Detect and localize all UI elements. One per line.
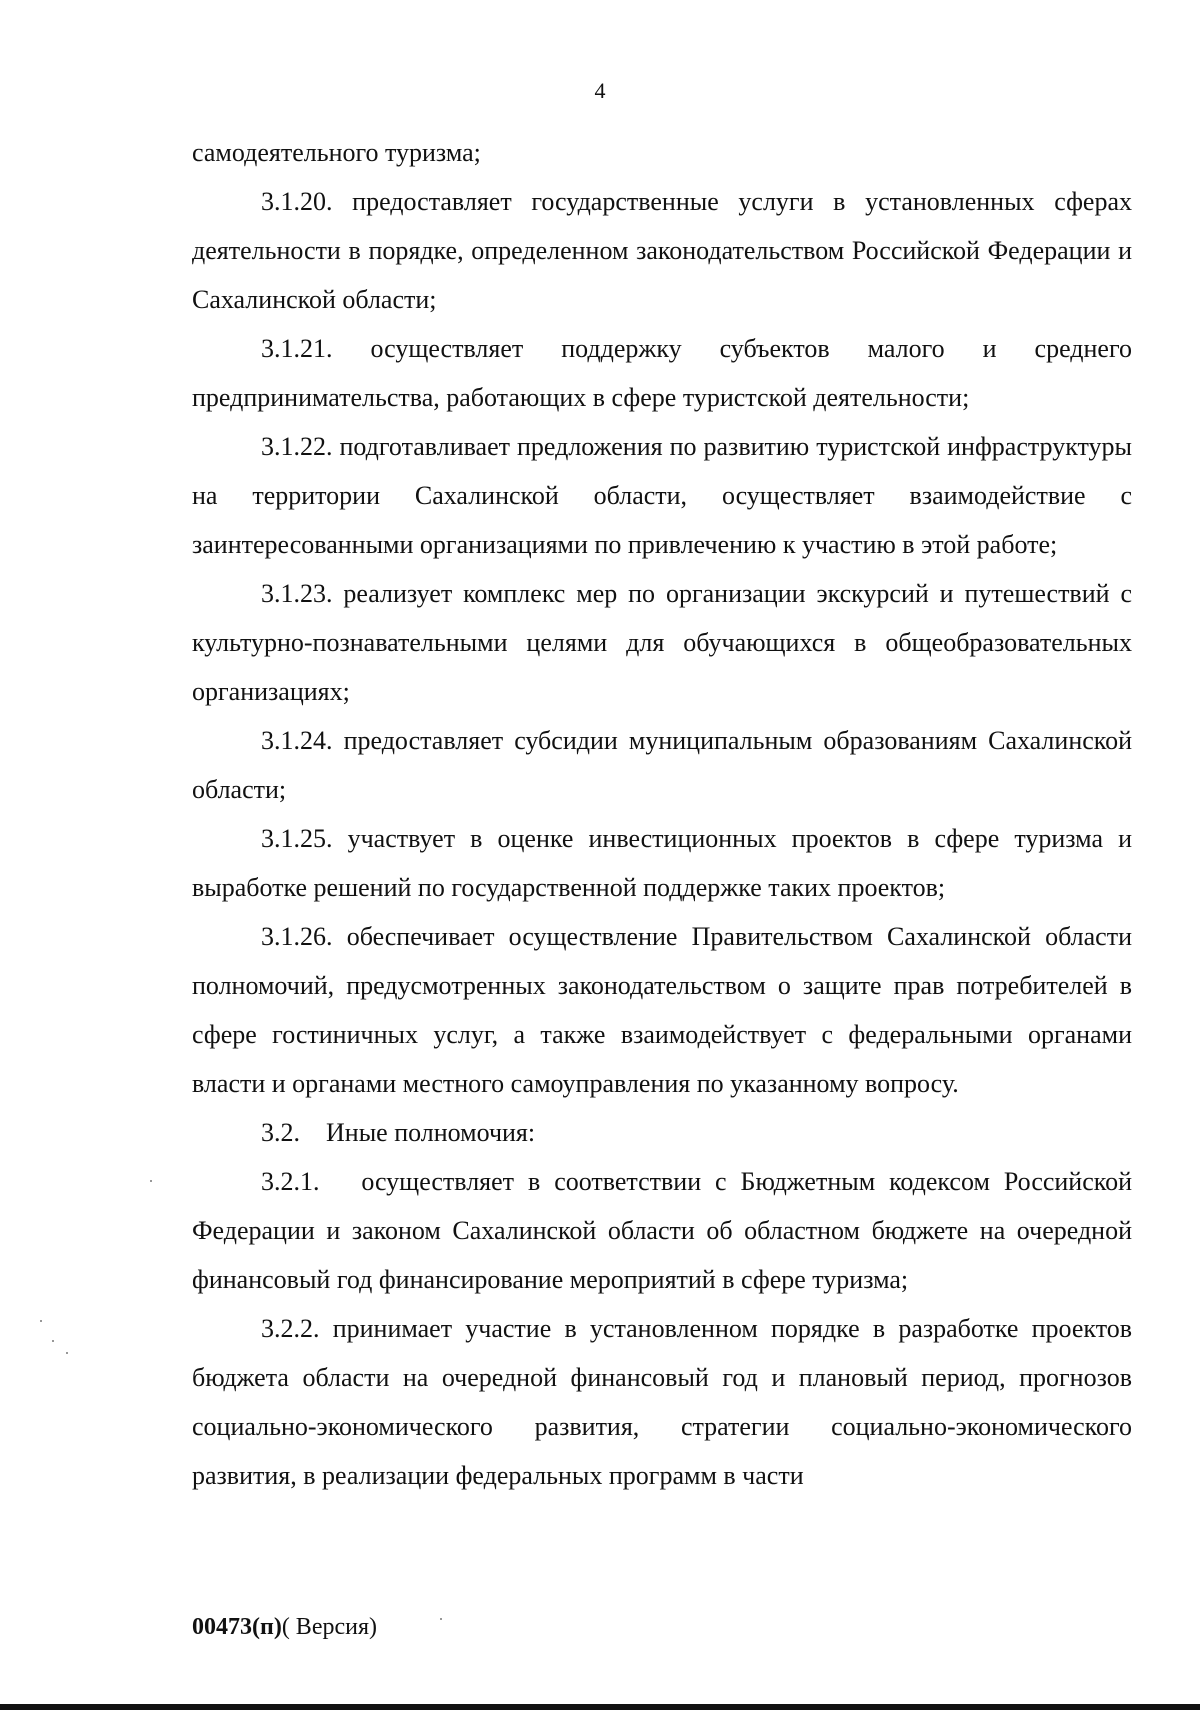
document-code-number: 00473(п)	[192, 1614, 282, 1640]
paragraph-3-1-26: 3.1.26. обеспечивает осуществление Правительством Сахалинской области полномочий, предусмотренных законодательством о защите прав потребителей в сфере гостиничных услуг, а также взаимодействует с федеральными органами власти и органами местного самоуправления по указанному вопросу.	[192, 922, 1132, 1098]
document-body	[192, 128, 1139, 1500]
paragraph-3-1-25: 3.1.25. участвует в оценке инвестиционных проектов в сфере туризма и выработке решений по государственной поддержке таких проектов;	[192, 824, 1132, 902]
scan-speck	[40, 1320, 42, 1322]
paragraph-3-1-23: 3.1.23. реализует комплекс мер по организации экскурсий и путешествий с культурно-познавательными целями для обучающихся в общеобразовательных организациях;	[192, 579, 1132, 706]
scan-speck	[66, 1352, 68, 1354]
paragraph-continuation: самодеятельного туризма;	[192, 138, 481, 167]
paragraph-3-1-24: 3.1.24. предоставляет субсидии муниципальным образованиям Сахалинской области;	[192, 726, 1132, 804]
paragraph-3-2-1: 3.2.1. осуществляет в соответствии с Бюджетным кодексом Российской Федерации и законом Сахалинской области об областном бюджете на очередной финансовый год финансирование мероприятий в сфере туризма;	[192, 1167, 1139, 1294]
section-heading-3-2: 3.2. Иные полномочия:	[261, 1118, 536, 1147]
document-code	[192, 1612, 377, 1642]
paragraph-3-2-2: 3.2.2. принимает участие в установленном порядке в разработке проектов бюджета области на очередной финансовый год и плановый период, прогнозов социально-экономического развития, стратегии социально-экономического развития, в реализации федеральных программ в части	[192, 1314, 1132, 1490]
scan-speck	[150, 1180, 152, 1182]
scan-speck	[440, 1618, 442, 1620]
scan-speck	[52, 1340, 54, 1342]
page-number: 4	[594, 78, 606, 103]
paragraph-3-1-20: 3.1.20. предоставляет государственные услуги в установленных сферах деятельности в порядке, определенном законодательством Российской Федерации и Сахалинской области;	[192, 187, 1132, 314]
paragraph-3-1-21: 3.1.21. осуществляет поддержку субъектов малого и среднего предпринимательства, работающих в сфере туристской деятельности;	[192, 334, 1132, 412]
document-code-version: ( Версия)	[281, 1614, 377, 1640]
paragraph-3-1-22: 3.1.22. подготавливает предложения по развитию туристской инфраструктуры на территории Сахалинской области, осуществляет взаимодействие с заинтересованными организациями по привлечению к участию в этой работе;	[192, 432, 1132, 559]
scan-edge-line	[0, 1704, 1200, 1710]
